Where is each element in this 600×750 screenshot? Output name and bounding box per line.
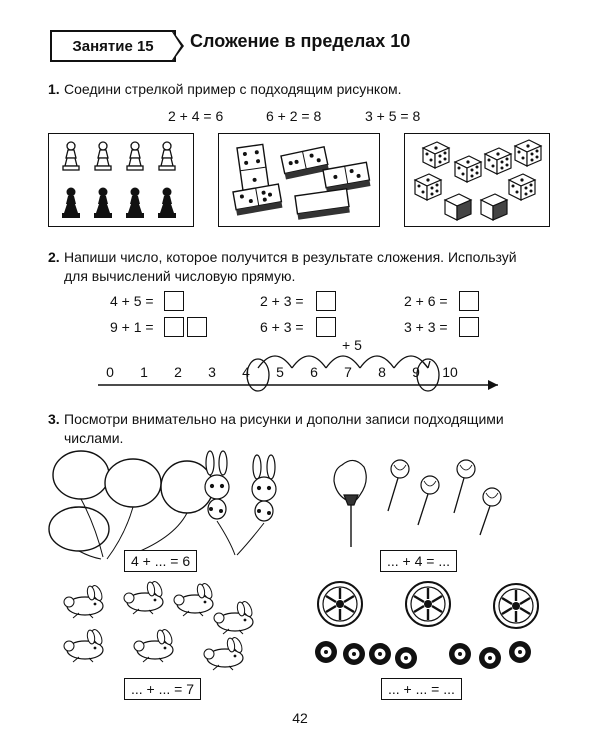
task1-number: 1. — [48, 81, 60, 97]
task2-expr-6: 3 + 3 = — [404, 319, 448, 335]
number-line — [90, 332, 510, 392]
task2-text-line2: для вычислений числовую прямую. — [64, 268, 296, 284]
page-title: Сложение в пределах 10 — [190, 31, 411, 51]
task2-number: 2. — [48, 249, 60, 265]
number-line-tick: 4 — [242, 364, 250, 380]
task2-expr-5: 2 + 6 = — [404, 293, 448, 309]
lollipops-picture — [320, 455, 520, 555]
number-line-tick: 3 — [208, 364, 216, 380]
task3-text-line2: числами. — [64, 430, 124, 446]
number-line-tick: 0 — [106, 364, 114, 380]
task2-expr-4: 6 + 3 = — [260, 319, 304, 335]
domino-picture — [218, 133, 380, 227]
chess-pawns-icon — [49, 134, 193, 226]
number-line-tick: 6 — [310, 364, 318, 380]
number-line-tick: 7 — [344, 364, 352, 380]
task1-text: Соедини стрелкой пример с подходящим рисунком. — [64, 81, 402, 97]
answer-cell[interactable] — [316, 291, 336, 311]
answer-box-balloons[interactable]: 4 + ... = 6 — [124, 550, 197, 572]
page-number: 42 — [292, 710, 308, 726]
answer-box-wheels[interactable]: ... + ... = ... — [381, 678, 462, 700]
task1-example-3: 3 + 5 = 8 — [365, 108, 421, 124]
number-line-tick: 2 — [174, 364, 182, 380]
task3-instruction — [48, 410, 504, 429]
number-line-jump-label: + 5 — [342, 337, 362, 353]
answer-box-bunnies[interactable]: ... + ... = 7 — [124, 678, 201, 700]
chess-pieces-picture — [48, 133, 194, 227]
bunnies-picture — [45, 580, 275, 680]
task3-number: 3. — [48, 411, 60, 427]
number-line-tick: 9 — [412, 364, 420, 380]
answer-cell[interactable] — [164, 291, 184, 311]
number-line-tick: 5 — [276, 364, 284, 380]
task1-example-1: 2 + 4 = 6 — [168, 108, 224, 124]
answer-box-lollipops[interactable]: ... + 4 = ... — [380, 550, 457, 572]
number-line-tick: 1 — [140, 364, 148, 380]
dice-picture — [404, 133, 550, 227]
domino-icon — [219, 134, 379, 226]
wheels-picture — [310, 578, 550, 678]
task2-expr-3: 2 + 3 = — [260, 293, 304, 309]
number-line-tick: 10 — [442, 364, 458, 380]
answer-cell[interactable] — [459, 291, 479, 311]
lesson-arrow-inner — [172, 32, 181, 60]
task2-expr-1: 4 + 5 = — [110, 293, 154, 309]
task1-instruction — [48, 80, 402, 99]
dice-icon — [405, 134, 549, 226]
task2-text-line1: Напиши число, которое получится в результате сложения. Используй — [64, 249, 517, 265]
lesson-label: Занятие 15 — [50, 30, 176, 62]
task1-example-2: 6 + 2 = 8 — [266, 108, 322, 124]
task2-instruction — [48, 248, 517, 267]
task2-expr-2: 9 + 1 = — [110, 319, 154, 335]
task3-text-line1: Посмотри внимательно на рисунки и дополни записи подходящими — [64, 411, 504, 427]
number-line-tick: 8 — [378, 364, 386, 380]
